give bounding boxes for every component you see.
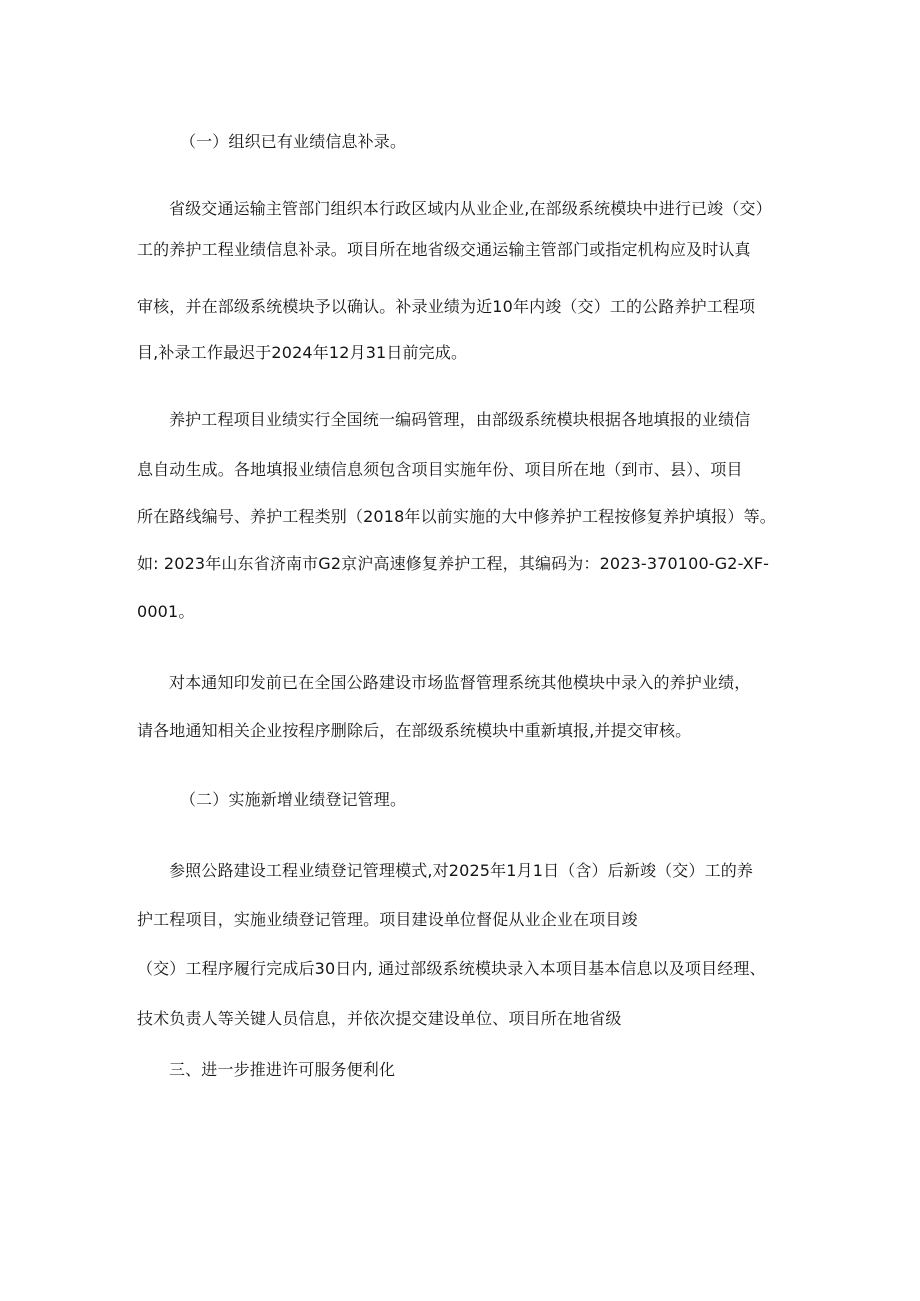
- paragraph-4-line-1: 参照公路建设工程业绩登记管理模式,对2025年1月1日（含）后新竣（交）工的养: [169, 861, 754, 880]
- section-heading-1: （一）组织已有业绩信息补录。: [180, 132, 407, 151]
- paragraph-2-line-3: 所在路线编号、养护工程类别（2018年以前实施的大中修养护工程按修复养护填报）等。: [137, 507, 776, 526]
- paragraph-2-line-5: 0001。: [137, 602, 195, 621]
- paragraph-2-line-4: 如: 2023年山东省济南市G2京沪高速修复养护工程，其编码为：2023-370100-G2-XF-: [137, 554, 770, 573]
- paragraph-3-line-1: 对本通知印发前已在全国公路建设市场监督管理系统其他模块中录入的养护业绩，: [169, 673, 751, 692]
- paragraph-1-line-3: 审核，并在部级系统模块予以确认。补录业绩为近10年内竣（交）工的公路养护工程项: [137, 297, 756, 316]
- paragraph-1-line-2: 工的养护工程业绩信息补录。项目所在地省级交通运输主管部门或指定机构应及时认真: [137, 240, 751, 259]
- paragraph-3-line-2: 请各地通知相关企业按程序删除后，在部级系统模块中重新填报,并提交审核。: [137, 721, 692, 740]
- section-heading-3: 三、进一步推进许可服务便利化: [169, 1060, 396, 1079]
- paragraph-2-line-1: 养护工程项目业绩实行全国统一编码管理，由部级系统模块根据各地填报的业绩信: [169, 410, 751, 429]
- paragraph-4-line-3: （交）工程序履行完成后30日内, 通过部级系统模块录入本项目基本信息以及项目经理、: [137, 959, 766, 978]
- paragraph-1-line-1: 省级交通运输主管部门组织本行政区域内从业企业,在部级系统模块中进行已竣（交）: [169, 199, 772, 218]
- paragraph-4-line-4: 技术负责人等关键人员信息，并依次提交建设单位、项目所在地省级: [137, 1009, 622, 1028]
- section-heading-2: （二）实施新增业绩登记管理。: [180, 790, 407, 809]
- paragraph-4-line-2: 护工程项目，实施业绩登记管理。项目建设单位督促从业企业在项目竣: [137, 910, 638, 929]
- paragraph-2-line-2: 息自动生成。各地填报业绩信息须包含项目实施年份、项目所在地（到市、县）、项目: [137, 460, 743, 479]
- paragraph-1-line-4: 目,补录工作最迟于2024年12月31日前完成。: [137, 343, 468, 362]
